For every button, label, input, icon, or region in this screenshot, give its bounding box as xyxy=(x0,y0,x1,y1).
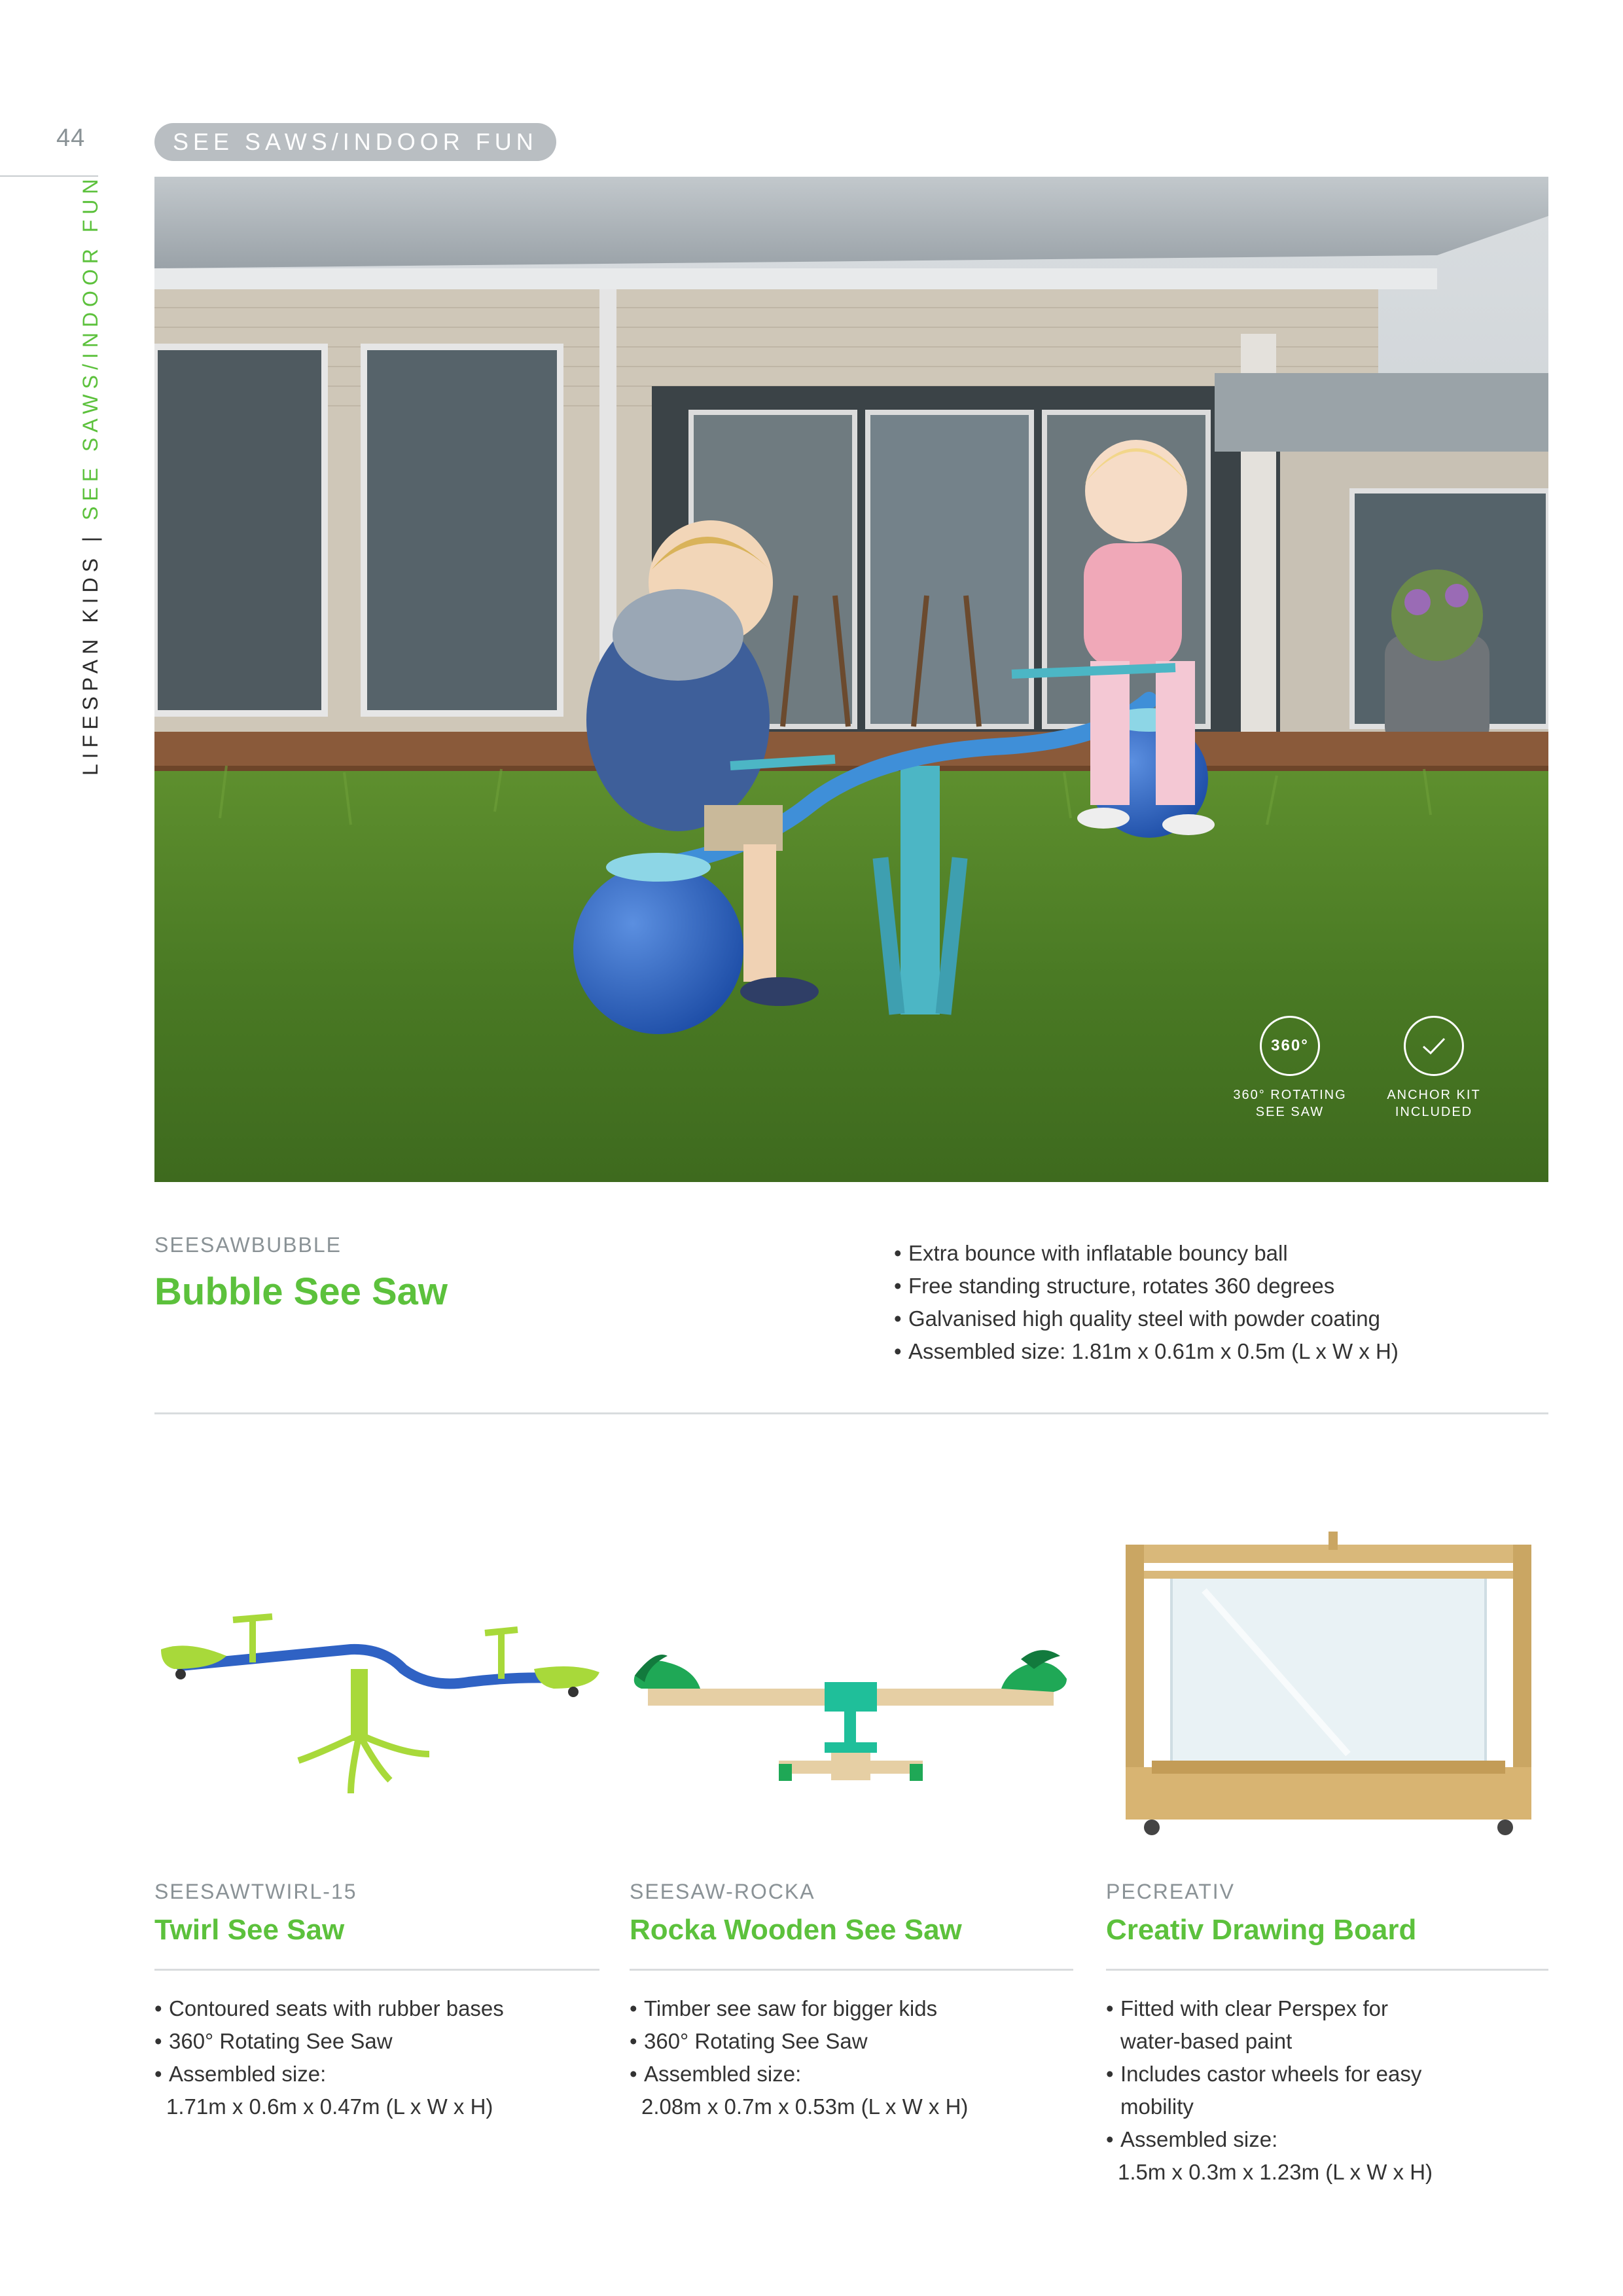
product-sku: SEESAW-ROCKA xyxy=(630,1880,815,1903)
list-item: • Extra bounce with inflatable bouncy ball xyxy=(894,1237,1399,1270)
list-item: • 360° Rotating See Saw xyxy=(154,2025,504,2058)
twirl-see-saw-image xyxy=(154,1604,599,1800)
product-sku: PECREATIV xyxy=(1106,1880,1235,1903)
feature-label-line1: ANCHOR KIT xyxy=(1387,1088,1481,1102)
product-divider xyxy=(154,1969,599,1971)
bullet-text-cont: mobility xyxy=(1120,2094,1194,2119)
bullet-text-cont: water-based paint xyxy=(1120,2029,1293,2053)
product-size: 1.71m x 0.6m x 0.47m (L x W x H) xyxy=(166,2094,493,2119)
product-sku: SEESAWTWIRL-15 xyxy=(154,1880,357,1903)
product-divider xyxy=(1106,1969,1548,1971)
feature-label-line2: SEE SAW xyxy=(1255,1105,1325,1119)
hero-photo xyxy=(154,177,1548,1182)
product-divider xyxy=(630,1969,1073,1971)
product-size: 1.5m x 0.3m x 1.23m (L x W x H) xyxy=(1118,2160,1433,2184)
featured-sku: SEESAWBUBBLE xyxy=(154,1233,342,1257)
product-title: Rocka Wooden See Saw xyxy=(630,1914,962,1946)
list-item: • Timber see saw for bigger kids xyxy=(630,1992,937,2025)
page-number: 44 xyxy=(56,124,86,152)
product-size: 2.08m x 0.7m x 0.53m (L x W x H) xyxy=(641,2094,969,2119)
product-bullets xyxy=(630,1992,937,2090)
feature-360-rotating xyxy=(1228,1016,1352,1121)
side-running-header xyxy=(79,173,103,776)
featured-bullets xyxy=(894,1237,1399,1368)
side-brand: LIFESPAN KIDS xyxy=(79,553,102,776)
rotate-360-icon-text: 360° xyxy=(1271,1037,1309,1054)
product-title: Creativ Drawing Board xyxy=(1106,1914,1417,1946)
list-item: • 360° Rotating See Saw xyxy=(630,2025,937,2058)
rocka-see-saw-image xyxy=(628,1630,1073,1800)
section-pill: SEE SAWS/INDOOR FUN xyxy=(154,123,556,161)
product-bullets xyxy=(1106,1992,1421,2156)
list-item xyxy=(1106,1992,1421,2058)
rotate-360-icon xyxy=(1260,1016,1320,1076)
list-item: • Assembled size: xyxy=(1106,2123,1421,2156)
featured-title: Bubble See Saw xyxy=(154,1270,448,1313)
section-divider xyxy=(154,1412,1548,1414)
list-item: • Free standing structure, rotates 360 degrees xyxy=(894,1270,1399,1302)
list-item xyxy=(1106,2058,1421,2123)
list-item: • Assembled size: xyxy=(630,2058,937,2090)
product-title: Twirl See Saw xyxy=(154,1914,345,1946)
list-item: • Assembled size: 1.81m x 0.61m x 0.5m (L x W x H) xyxy=(894,1335,1399,1368)
product-bullets xyxy=(154,1992,504,2090)
checkmark-icon xyxy=(1404,1016,1464,1076)
side-section: SEE SAWS/INDOOR FUN xyxy=(79,173,102,520)
feature-label-line1: 360° ROTATING xyxy=(1233,1088,1347,1102)
creativ-drawing-board-image xyxy=(1113,1532,1544,1846)
feature-label-line2: INCLUDED xyxy=(1395,1105,1473,1119)
bullet-text: Fitted with clear Perspex for xyxy=(1120,1996,1388,2020)
bullet-text: Includes castor wheels for easy xyxy=(1120,2062,1422,2086)
feature-anchor-kit xyxy=(1372,1016,1496,1121)
side-separator: | xyxy=(79,520,102,554)
list-item: • Assembled size: xyxy=(154,2058,504,2090)
list-item: • Galvanised high quality steel with powder coating xyxy=(894,1302,1399,1335)
list-item: • Contoured seats with rubber bases xyxy=(154,1992,504,2025)
